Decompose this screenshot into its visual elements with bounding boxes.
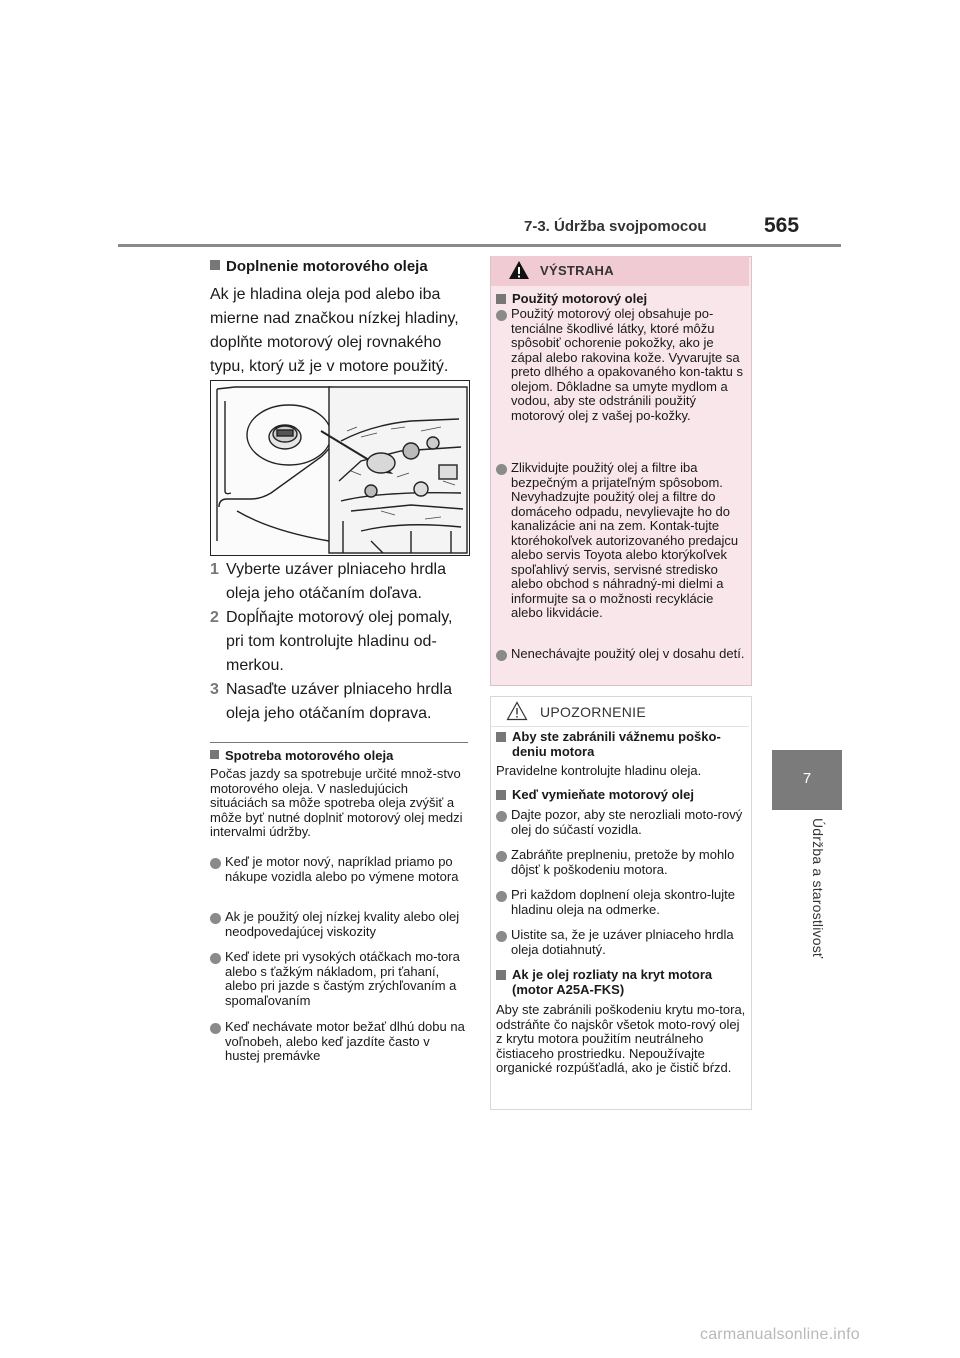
- warning-heading-text: Použitý motorový olej: [512, 291, 648, 306]
- footer-watermark: carmanualsonline.info: [700, 1326, 860, 1343]
- bullet-text: Nenechávajte použitý olej v dosahu detí.: [511, 646, 745, 661]
- notice-heading-3: [496, 968, 748, 997]
- engine-bay-drawing: [211, 381, 469, 555]
- section-divider: [210, 742, 468, 743]
- square-bullet-icon: [496, 970, 506, 980]
- notice-heading-1: [496, 730, 748, 759]
- warning-title: VÝSTRAHA: [540, 263, 614, 278]
- bullet-text: Keď idete pri vysokých otáčkach mo-tora alebo s ťažkým nákladom, pri ťahaní, alebo pri jazde s častým zrýchľovaním a spomaľovaním: [225, 949, 460, 1008]
- step-text: Vyberte uzáver plniaceho hrdla oleja jeho otáčaním doľava.: [226, 561, 446, 602]
- consumption-bullet: [210, 950, 468, 1008]
- bullet-text: Zlikvidujte použitý olej a filtre iba bezpečným a prijateľným spôsobom. Nevyhadzujte použitý olej a filtre do domáceho odpadu, nevylievajte ho do kanalizácie ani na zem. Kontak-tujte ktoréhokoľvek autorizovaného predajcu alebo servis Toyota alebo ktorýkoľvek spoľahlivý servis, servisné stredisko alebo obchod s náhradný-mi dielmi a informujte sa o možnosti recyklácie alebo likvidácie.: [511, 460, 739, 620]
- bullet-text: Zabráňte preplneniu, pretože by mohlo dôjsť k poškodeniu motora.: [511, 847, 735, 877]
- header-rule: [118, 244, 841, 247]
- round-bullet-icon: [496, 891, 507, 902]
- notice-heading-text: Ak je olej rozliaty na kryt motora (motor A25A-FKS): [512, 967, 713, 997]
- bullet-text: Ak je použitý olej nízkej kvality alebo olej neodpovedajúcej viskozity: [225, 909, 460, 939]
- chapter-number: 7: [802, 770, 812, 787]
- notice-text-3: Aby ste zabránili poškodeniu krytu mo-tora, odstráňte čo najskôr všetok moto-rový olej z krytu motora použitím neutrálneho čistiaceho prostriedku. Nepoužívajte organické rozpúšťadlá, ako je čistič bŕzd.: [496, 1002, 746, 1075]
- round-bullet-icon: [496, 310, 507, 321]
- step-3: [210, 678, 472, 726]
- notice-title: UPOZORNENIE: [540, 704, 646, 720]
- notice-text-1: Pravidelne kontrolujte hladinu oleja.: [496, 763, 702, 778]
- notice-heading-text: Aby ste zabránili vážnemu poško-deniu motora: [512, 729, 721, 759]
- consumption-heading-text: Spotreba motorového oleja: [225, 748, 394, 763]
- square-bullet-icon: [210, 750, 219, 759]
- section-title: 7-3. Údržba svojpomocou: [524, 218, 707, 235]
- square-bullet-icon: [210, 260, 220, 270]
- warning-heading: [496, 292, 748, 307]
- step-number: 1: [210, 561, 219, 578]
- notice-bullet: [496, 928, 748, 957]
- round-bullet-icon: [496, 811, 507, 822]
- step-number: 3: [210, 681, 219, 698]
- round-bullet-icon: [496, 464, 507, 475]
- bullet-text: Uistite sa, že je uzáver plniaceho hrdla oleja dotiahnutý.: [511, 927, 734, 957]
- square-bullet-icon: [496, 790, 506, 800]
- notice-divider: [491, 726, 749, 727]
- square-bullet-icon: [496, 294, 506, 304]
- bullet-text: Pri každom doplnení oleja skontro-lujte hladinu oleja na odmerke.: [511, 887, 736, 917]
- consumption-text: Počas jazdy sa spotrebuje určité množ-stvo motorového oleja. V nasledujúcich situáciách sa môže spotreba oleja zvýšiť a môže byť nutné doplniť motorový olej medzi intervalmi údržby.: [210, 766, 463, 839]
- round-bullet-icon: [210, 858, 221, 869]
- chapter-title: Údržba a starostlivosť: [810, 818, 826, 959]
- consumption-bullet: [210, 1020, 468, 1064]
- round-bullet-icon: [496, 650, 507, 661]
- step-2: [210, 606, 472, 678]
- round-bullet-icon: [210, 1023, 221, 1034]
- bullet-text: Použitý motorový olej obsahuje po-tenciálne škodlivé látky, ktoré môžu spôsobiť ochorenie pokožky, ako je zápal alebo rakovina kože. Vyvarujte sa preto dlhého a opakovaného kon-taktu s olejom. Dôkladne sa umyte mydlom a vodou, aby ste odstránili použitý motorový olej z vašej po-kožky.: [511, 306, 744, 423]
- notice-heading-text: Keď vymieňate motorový olej: [512, 787, 695, 802]
- warning-bullet: [496, 307, 748, 423]
- notice-bullet: [496, 848, 748, 877]
- round-bullet-icon: [210, 953, 221, 964]
- consumption-bullet: [210, 855, 468, 884]
- oil-refill-heading: [210, 258, 428, 275]
- engine-oil-cap-illustration: [210, 380, 470, 556]
- round-bullet-icon: [496, 931, 507, 942]
- bullet-text: Keď je motor nový, napríklad priamo po nákupe vozidla alebo po výmene motora: [225, 854, 459, 884]
- bullet-text: Keď nechávate motor bežať dlhú dobu na voľnobeh, alebo keď jazdíte často v hustej premávke: [225, 1019, 465, 1063]
- step-1: [210, 558, 472, 606]
- round-bullet-icon: [496, 851, 507, 862]
- caution-triangle-outline-icon: [506, 701, 528, 721]
- oil-refill-intro: Ak je hladina oleja pod alebo iba mierne nad značkou nízkej hladiny, doplňte motorový olej rovnakého typu, ktorý už je v motore použitý.: [210, 286, 459, 375]
- notice-bullet: [496, 808, 748, 837]
- consumption-heading: [210, 748, 393, 763]
- notice-heading-2: [496, 788, 748, 803]
- step-text: Nasaďte uzáver plniaceho hrdla oleja jeho otáčaním doprava.: [226, 681, 452, 722]
- bullet-text: Dajte pozor, aby ste nerozliali moto-rový olej do súčastí vozidla.: [511, 807, 743, 837]
- notice-bullet: [496, 888, 748, 917]
- warning-bullet: [496, 647, 748, 662]
- round-bullet-icon: [210, 913, 221, 924]
- warning-triangle-icon: [508, 260, 530, 280]
- step-text: Dopĺňajte motorový olej pomaly, pri tom kontrolujte hladinu od-merkou.: [226, 609, 453, 674]
- warning-bullet: [496, 461, 748, 621]
- square-bullet-icon: [496, 732, 506, 742]
- oil-refill-heading-text: Doplnenie motorového oleja: [226, 258, 428, 275]
- page-number: 565: [764, 214, 800, 237]
- step-number: 2: [210, 609, 219, 626]
- consumption-bullet: [210, 910, 468, 939]
